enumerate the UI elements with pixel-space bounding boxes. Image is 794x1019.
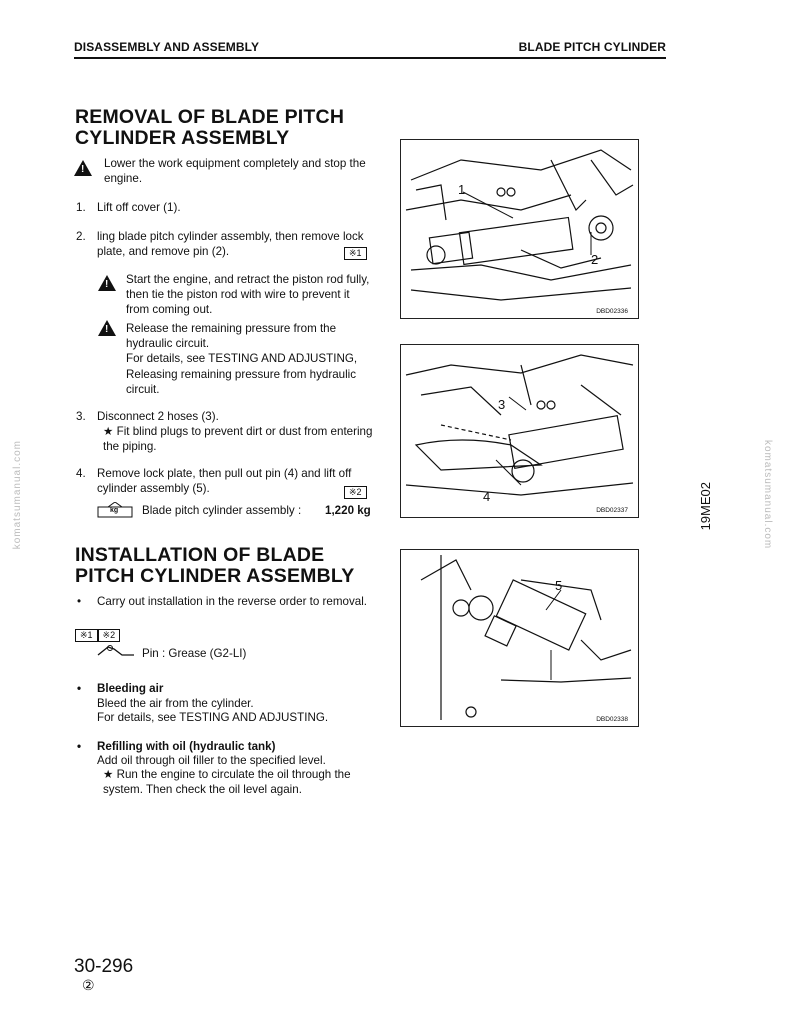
installation-title-line1: INSTALLATION OF BLADE [75, 544, 325, 566]
figure-callout: 4 [483, 489, 491, 504]
grease-icon [96, 643, 136, 664]
step-lift-cylinder: Remove lock plate, then pull out pin (4) and lift off cylinder assembly (5). [97, 467, 352, 496]
watermark-right: komatsumanual.com [762, 440, 773, 550]
step-lift-cover: Lift off cover (1). [97, 201, 181, 214]
weight-icon [97, 502, 133, 523]
figure-callout: 2 [591, 252, 599, 267]
figure-hoses-pin [400, 344, 639, 518]
reference-mark-label: ※1 [75, 629, 98, 642]
weight-icon-unit: kg [110, 507, 119, 514]
grease-instruction: Pin : Grease (G2-LI) [142, 647, 247, 660]
reference-mark [344, 482, 367, 500]
note-blind-plugs: ★ Fit blind plugs to prevent dirt or dust from entering the piping. [103, 425, 373, 454]
bleeding-air-detail: For details, see TESTING AND ADJUSTING. [97, 711, 329, 724]
reference-mark [344, 243, 367, 261]
removal-title-line1: REMOVAL OF BLADE PITCH [75, 106, 345, 128]
step-number: 3. [76, 410, 86, 423]
warning-release-pressure-text: Release the remaining pressure from the hydraulic circuit. [126, 322, 337, 351]
warning-icon [74, 160, 92, 176]
step-number: 1. [76, 201, 86, 214]
weight-label: Blade pitch cylinder assembly : [142, 504, 302, 517]
refilling-oil-title: • Refilling with oil (hydraulic tank) [97, 739, 275, 754]
step-number: 4. [76, 467, 86, 480]
warning-release-pressure [126, 321, 376, 397]
watermark-left: komatsumanual.com [12, 440, 23, 550]
installation-title [75, 545, 385, 587]
page-number: 30-296 [74, 956, 134, 977]
figure-callout: 1 [458, 182, 466, 197]
bleeding-air-title: • Bleeding air [97, 681, 163, 696]
figure-callout: 5 [555, 578, 563, 593]
installation-title-line2: PITCH CYLINDER ASSEMBLY [75, 565, 355, 587]
reference-mark-label: ※2 [344, 486, 367, 499]
reference-mark-label: ※2 [98, 629, 121, 642]
figure-code: DBD02337 [596, 507, 628, 514]
warning-release-pressure-detail: For details, see TESTING AND ADJUSTING, Releasing remaining pressure from hydraulic circuit. [126, 352, 358, 396]
warning-lower-equipment: Lower the work equipment completely and stop the engine. [104, 157, 366, 186]
removal-title [75, 107, 385, 149]
reference-marks [75, 625, 120, 643]
figure-callout: 3 [498, 397, 506, 412]
figure-cover-pin-removal [400, 139, 639, 319]
weight-value: 1,220 kg [325, 504, 371, 517]
figure-drawing [401, 345, 638, 517]
figure-drawing [401, 550, 638, 726]
warning-icon [98, 320, 116, 336]
bleeding-air-text: Bleed the air from the cylinder. [97, 697, 254, 710]
revision-mark: ② [82, 977, 95, 993]
refilling-oil-note: ★ Run the engine to circulate the oil through the system. Then check the oil level again. [103, 768, 351, 797]
side-code: 19ME02 [698, 482, 713, 531]
step-remove-pin: ling blade pitch cylinder assembly, then remove lock plate, and remove pin (2). [97, 230, 364, 259]
figure-drawing [401, 140, 638, 318]
refilling-oil-text: Add oil through oil filler to the specified level. [97, 754, 326, 767]
figure-cylinder-assembly [400, 549, 639, 727]
header-section-title: DISASSEMBLY AND ASSEMBLY [74, 40, 260, 54]
step-disconnect-hoses: Disconnect 2 hoses (3). [97, 410, 219, 423]
figure-code: DBD02338 [596, 716, 628, 723]
header-chapter-title: BLADE PITCH CYLINDER [518, 40, 666, 54]
bullet-reverse-order: • Carry out installation in the reverse order to removal. [97, 594, 372, 609]
warning-icon [98, 275, 116, 291]
figure-code: DBD02336 [596, 308, 628, 315]
warning-tie-rod: Start the engine, and retract the piston rod fully, then tie the piston rod with wire to prevent it from coming out. [126, 273, 370, 317]
header-rule [74, 57, 666, 59]
removal-title-line2: CYLINDER ASSEMBLY [75, 127, 290, 149]
reference-mark-label: ※1 [344, 247, 367, 260]
step-number: 2. [76, 230, 86, 243]
